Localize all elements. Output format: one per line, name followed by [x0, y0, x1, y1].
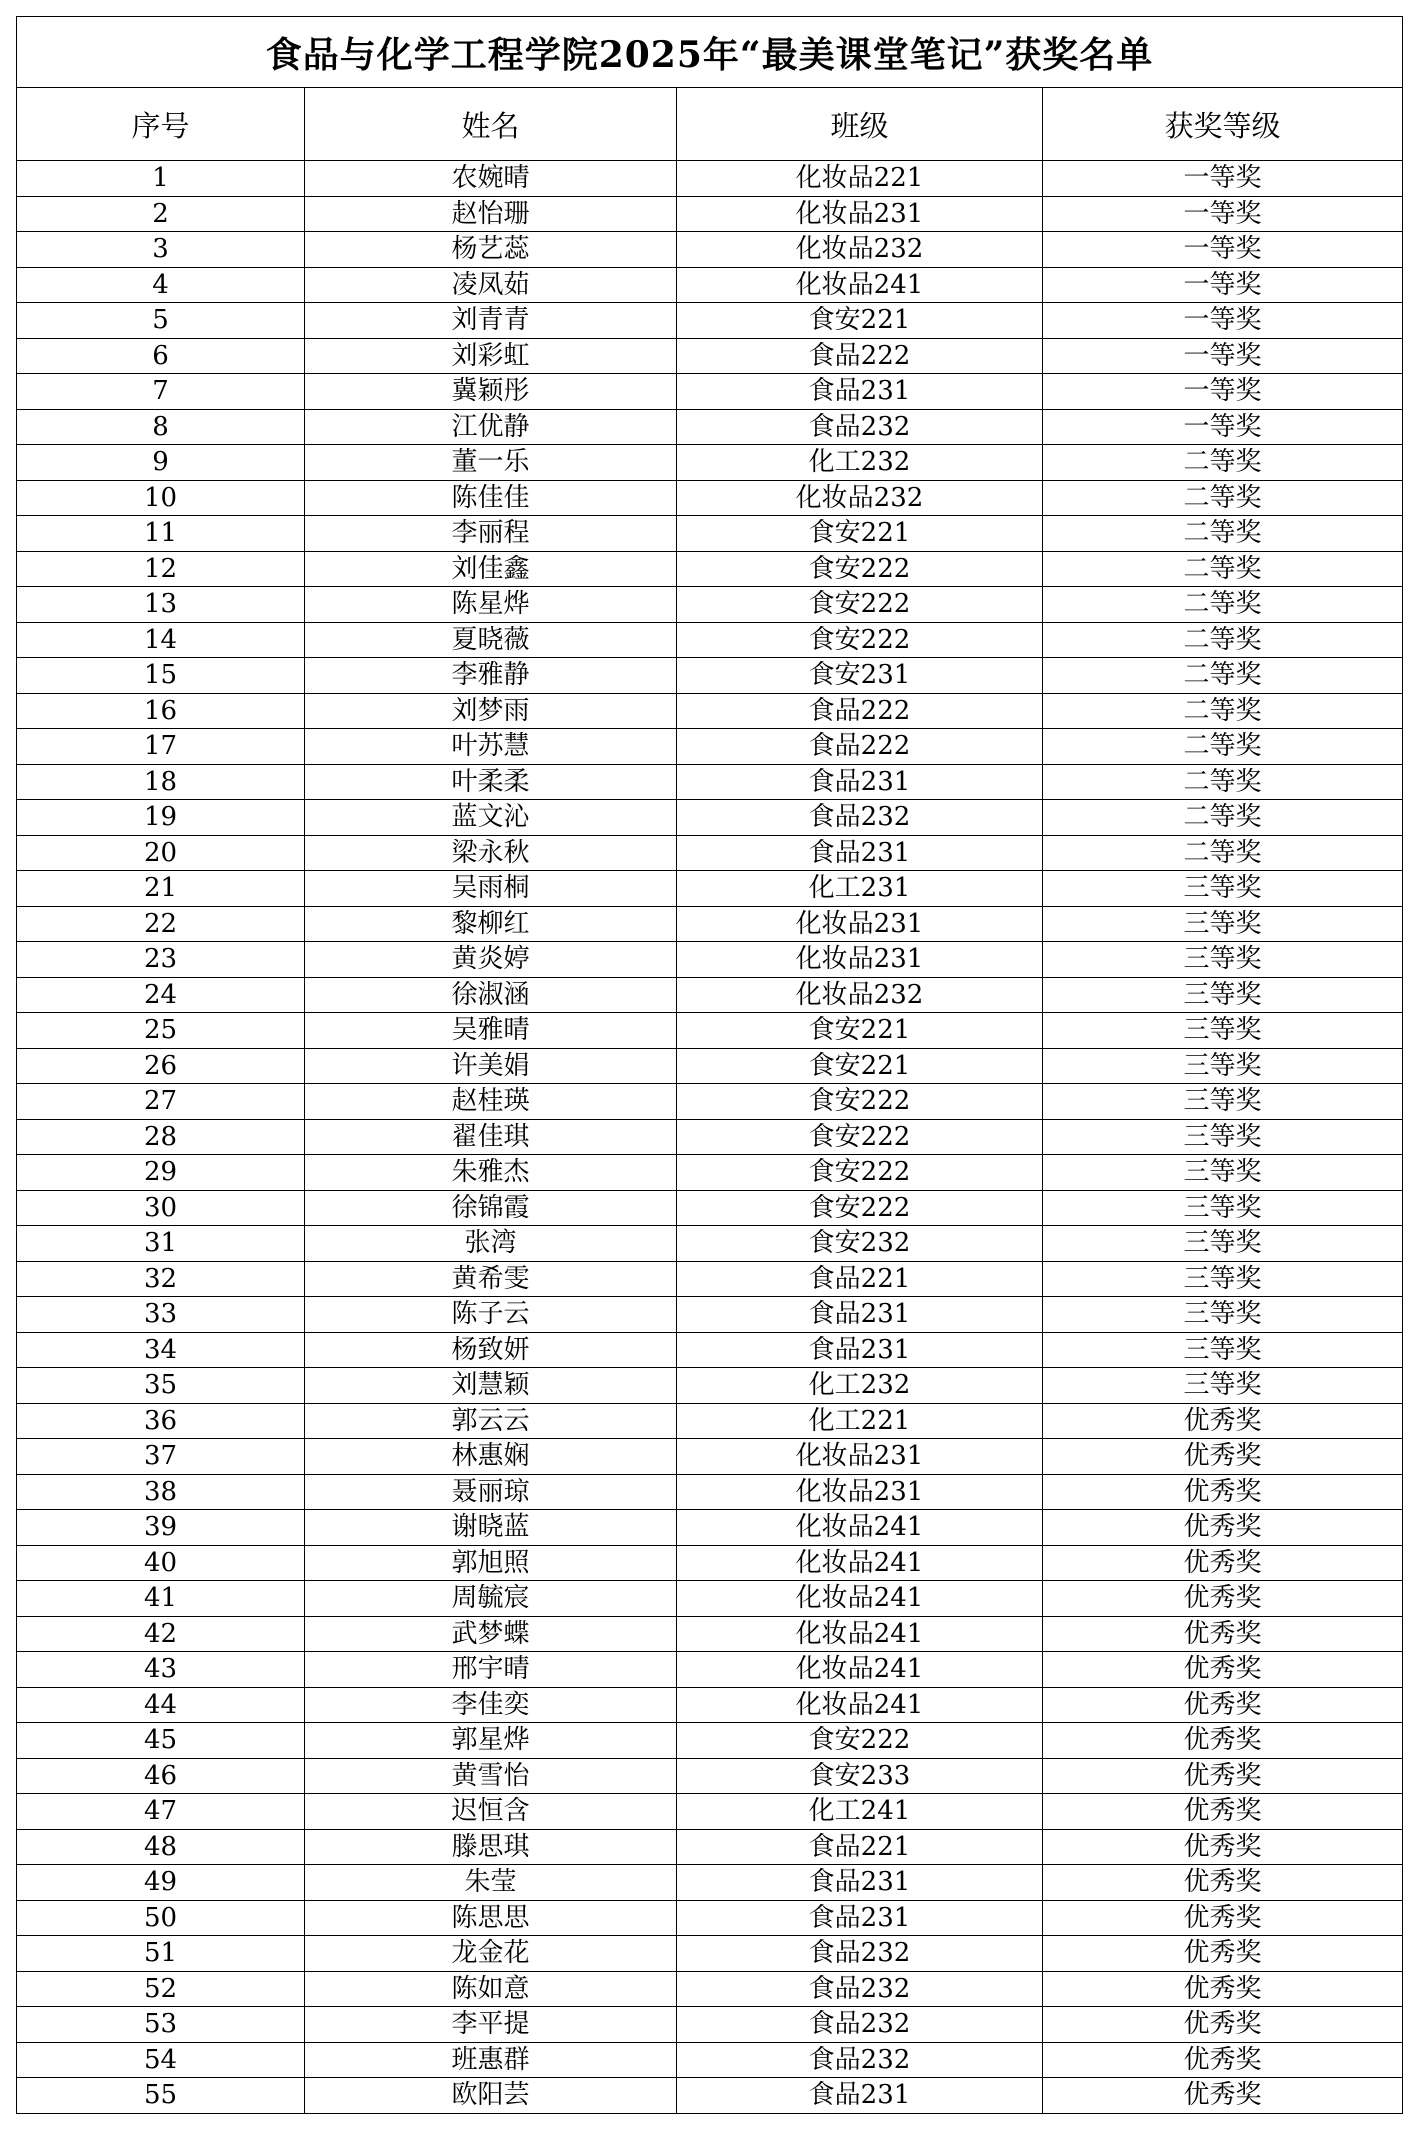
- cell-award-level: 优秀奖: [1043, 1581, 1403, 1617]
- table-row: [17, 1865, 1403, 1901]
- cell-name: 邢宇晴: [305, 1652, 677, 1688]
- cell-award-level: 二等奖: [1043, 835, 1403, 871]
- cell-class: 食品231: [677, 374, 1043, 410]
- cell-award-level: 二等奖: [1043, 480, 1403, 516]
- cell-award-level: 三等奖: [1043, 1190, 1403, 1226]
- cell-class: 食安222: [677, 551, 1043, 587]
- cell-class: 化妆品231: [677, 1439, 1043, 1475]
- table-row: [17, 800, 1403, 836]
- cell-name: 郭星烨: [305, 1723, 677, 1759]
- cell-index: 19: [17, 800, 305, 836]
- table-row: [17, 977, 1403, 1013]
- cell-award-level: 优秀奖: [1043, 1510, 1403, 1546]
- cell-index: 10: [17, 480, 305, 516]
- cell-award-level: 三等奖: [1043, 1261, 1403, 1297]
- cell-name: 翟佳琪: [305, 1119, 677, 1155]
- cell-class: 食品232: [677, 1971, 1043, 2007]
- cell-class: 食品232: [677, 409, 1043, 445]
- table-row: [17, 374, 1403, 410]
- cell-award-level: 三等奖: [1043, 1013, 1403, 1049]
- cell-index: 46: [17, 1758, 305, 1794]
- cell-name: 陈星烨: [305, 587, 677, 623]
- table-row: [17, 1616, 1403, 1652]
- table-row: [17, 1084, 1403, 1120]
- cell-award-level: 三等奖: [1043, 1368, 1403, 1404]
- cell-index: 37: [17, 1439, 305, 1475]
- cell-name: 夏晓薇: [305, 622, 677, 658]
- cell-index: 47: [17, 1794, 305, 1830]
- column-header-name: 姓名: [305, 88, 677, 161]
- cell-class: 化妆品231: [677, 1474, 1043, 1510]
- table-row: [17, 303, 1403, 339]
- table-row: [17, 1261, 1403, 1297]
- cell-award-level: 优秀奖: [1043, 1723, 1403, 1759]
- table-row: [17, 1652, 1403, 1688]
- cell-award-level: 优秀奖: [1043, 2042, 1403, 2078]
- table-row: [17, 835, 1403, 871]
- cell-class: 化工221: [677, 1403, 1043, 1439]
- cell-index: 4: [17, 267, 305, 303]
- cell-award-level: 优秀奖: [1043, 1971, 1403, 2007]
- table-body: [17, 161, 1403, 2114]
- cell-name: 吴雨桐: [305, 871, 677, 907]
- cell-class: 食品232: [677, 2042, 1043, 2078]
- cell-index: 1: [17, 161, 305, 197]
- cell-class: 化妆品241: [677, 1652, 1043, 1688]
- cell-award-level: 优秀奖: [1043, 1687, 1403, 1723]
- table-row: [17, 729, 1403, 765]
- cell-name: 朱莹: [305, 1865, 677, 1901]
- cell-award-level: 优秀奖: [1043, 2078, 1403, 2114]
- cell-name: 郭云云: [305, 1403, 677, 1439]
- table-row: [17, 1545, 1403, 1581]
- cell-award-level: 三等奖: [1043, 906, 1403, 942]
- cell-index: 11: [17, 516, 305, 552]
- table-row: [17, 2007, 1403, 2043]
- cell-name: 赵桂瑛: [305, 1084, 677, 1120]
- cell-index: 2: [17, 196, 305, 232]
- cell-name: 龙金花: [305, 1936, 677, 1972]
- table-row: [17, 1368, 1403, 1404]
- cell-class: 食安222: [677, 1155, 1043, 1191]
- cell-index: 12: [17, 551, 305, 587]
- cell-award-level: 二等奖: [1043, 622, 1403, 658]
- cell-name: 叶苏慧: [305, 729, 677, 765]
- table-row: [17, 1013, 1403, 1049]
- table-row: [17, 1332, 1403, 1368]
- cell-award-level: 优秀奖: [1043, 2007, 1403, 2043]
- cell-index: 25: [17, 1013, 305, 1049]
- cell-index: 49: [17, 1865, 305, 1901]
- cell-class: 食安232: [677, 1226, 1043, 1262]
- table-row: [17, 409, 1403, 445]
- cell-index: 40: [17, 1545, 305, 1581]
- cell-name: 刘青青: [305, 303, 677, 339]
- cell-name: 朱雅杰: [305, 1155, 677, 1191]
- cell-name: 杨致妍: [305, 1332, 677, 1368]
- table-row: [17, 587, 1403, 623]
- cell-name: 农婉晴: [305, 161, 677, 197]
- cell-index: 42: [17, 1616, 305, 1652]
- table-row: [17, 1510, 1403, 1546]
- table-row: [17, 1723, 1403, 1759]
- cell-index: 54: [17, 2042, 305, 2078]
- cell-class: 化妆品231: [677, 196, 1043, 232]
- cell-index: 18: [17, 764, 305, 800]
- cell-class: 化妆品241: [677, 1687, 1043, 1723]
- cell-class: 食品231: [677, 1865, 1043, 1901]
- cell-award-level: 二等奖: [1043, 800, 1403, 836]
- cell-award-level: 一等奖: [1043, 409, 1403, 445]
- cell-award-level: 一等奖: [1043, 232, 1403, 268]
- table-row: [17, 1687, 1403, 1723]
- cell-class: 食安222: [677, 1119, 1043, 1155]
- award-list-table: [16, 16, 1403, 2114]
- cell-award-level: 三等奖: [1043, 1297, 1403, 1333]
- cell-name: 谢晓蓝: [305, 1510, 677, 1546]
- cell-index: 29: [17, 1155, 305, 1191]
- cell-class: 食安221: [677, 303, 1043, 339]
- cell-class: 化妆品241: [677, 267, 1043, 303]
- cell-class: 化工231: [677, 871, 1043, 907]
- table-row: [17, 445, 1403, 481]
- cell-class: 食品221: [677, 1261, 1043, 1297]
- cell-name: 李丽程: [305, 516, 677, 552]
- cell-name: 滕思琪: [305, 1829, 677, 1865]
- cell-name: 欧阳芸: [305, 2078, 677, 2114]
- cell-index: 34: [17, 1332, 305, 1368]
- cell-name: 陈思思: [305, 1900, 677, 1936]
- cell-class: 食安222: [677, 622, 1043, 658]
- cell-award-level: 优秀奖: [1043, 1403, 1403, 1439]
- table-row: [17, 338, 1403, 374]
- cell-index: 53: [17, 2007, 305, 2043]
- cell-class: 食安222: [677, 1190, 1043, 1226]
- cell-class: 食品231: [677, 835, 1043, 871]
- table-row: [17, 658, 1403, 694]
- title-row: [17, 17, 1403, 88]
- table-row: [17, 480, 1403, 516]
- cell-index: 27: [17, 1084, 305, 1120]
- cell-name: 陈子云: [305, 1297, 677, 1333]
- cell-class: 化妆品231: [677, 906, 1043, 942]
- cell-index: 43: [17, 1652, 305, 1688]
- cell-name: 黄希雯: [305, 1261, 677, 1297]
- cell-award-level: 一等奖: [1043, 303, 1403, 339]
- cell-class: 食安222: [677, 1084, 1043, 1120]
- cell-name: 冀颖彤: [305, 374, 677, 410]
- cell-name: 凌凤茹: [305, 267, 677, 303]
- cell-class: 化工232: [677, 445, 1043, 481]
- table-row: [17, 1190, 1403, 1226]
- cell-class: 化妆品241: [677, 1510, 1043, 1546]
- page-title: 食品与化学工程学院2025年“最美课堂笔记”获奖名单: [17, 17, 1403, 88]
- cell-award-level: 三等奖: [1043, 1226, 1403, 1262]
- table-row: [17, 1226, 1403, 1262]
- table-row: [17, 1439, 1403, 1475]
- cell-class: 食品232: [677, 800, 1043, 836]
- cell-award-level: 三等奖: [1043, 1332, 1403, 1368]
- cell-index: 20: [17, 835, 305, 871]
- cell-award-level: 优秀奖: [1043, 1900, 1403, 1936]
- cell-class: 食品231: [677, 2078, 1043, 2114]
- cell-class: 化妆品221: [677, 161, 1043, 197]
- cell-index: 44: [17, 1687, 305, 1723]
- cell-name: 刘佳鑫: [305, 551, 677, 587]
- table-row: [17, 1403, 1403, 1439]
- cell-name: 林惠娴: [305, 1439, 677, 1475]
- cell-class: 食品222: [677, 338, 1043, 374]
- table-row: [17, 1048, 1403, 1084]
- cell-name: 徐锦霞: [305, 1190, 677, 1226]
- table-row: [17, 1474, 1403, 1510]
- cell-award-level: 二等奖: [1043, 658, 1403, 694]
- cell-index: 9: [17, 445, 305, 481]
- cell-award-level: 优秀奖: [1043, 1439, 1403, 1475]
- cell-name: 李雅静: [305, 658, 677, 694]
- cell-class: 食安233: [677, 1758, 1043, 1794]
- cell-award-level: 一等奖: [1043, 267, 1403, 303]
- cell-name: 张湾: [305, 1226, 677, 1262]
- table-row: [17, 2042, 1403, 2078]
- cell-name: 梁永秋: [305, 835, 677, 871]
- table-row: [17, 1155, 1403, 1191]
- cell-award-level: 一等奖: [1043, 338, 1403, 374]
- table-row: [17, 1971, 1403, 2007]
- cell-class: 化妆品232: [677, 232, 1043, 268]
- cell-award-level: 一等奖: [1043, 196, 1403, 232]
- table-row: [17, 1119, 1403, 1155]
- table-row: [17, 196, 1403, 232]
- cell-class: 食品222: [677, 693, 1043, 729]
- cell-index: 8: [17, 409, 305, 445]
- cell-index: 32: [17, 1261, 305, 1297]
- cell-award-level: 二等奖: [1043, 729, 1403, 765]
- cell-name: 陈如意: [305, 1971, 677, 2007]
- cell-index: 31: [17, 1226, 305, 1262]
- cell-class: 食品231: [677, 1297, 1043, 1333]
- cell-index: 15: [17, 658, 305, 694]
- cell-award-level: 三等奖: [1043, 1048, 1403, 1084]
- cell-name: 陈佳佳: [305, 480, 677, 516]
- cell-index: 35: [17, 1368, 305, 1404]
- cell-name: 李平提: [305, 2007, 677, 2043]
- cell-class: 食安222: [677, 1723, 1043, 1759]
- cell-class: 化妆品231: [677, 942, 1043, 978]
- cell-name: 刘梦雨: [305, 693, 677, 729]
- cell-award-level: 优秀奖: [1043, 1865, 1403, 1901]
- cell-class: 食品231: [677, 764, 1043, 800]
- cell-class: 化妆品241: [677, 1581, 1043, 1617]
- cell-award-level: 二等奖: [1043, 445, 1403, 481]
- cell-class: 食安221: [677, 1048, 1043, 1084]
- cell-award-level: 二等奖: [1043, 551, 1403, 587]
- table-row: [17, 1900, 1403, 1936]
- header-row: [17, 88, 1403, 161]
- cell-index: 14: [17, 622, 305, 658]
- cell-index: 17: [17, 729, 305, 765]
- cell-name: 徐淑涵: [305, 977, 677, 1013]
- cell-name: 聂丽琼: [305, 1474, 677, 1510]
- cell-name: 刘彩虹: [305, 338, 677, 374]
- cell-name: 班惠群: [305, 2042, 677, 2078]
- cell-index: 6: [17, 338, 305, 374]
- cell-index: 52: [17, 1971, 305, 2007]
- cell-index: 24: [17, 977, 305, 1013]
- cell-class: 化工232: [677, 1368, 1043, 1404]
- cell-index: 36: [17, 1403, 305, 1439]
- cell-index: 55: [17, 2078, 305, 2114]
- cell-name: 江优静: [305, 409, 677, 445]
- cell-award-level: 三等奖: [1043, 1155, 1403, 1191]
- cell-award-level: 优秀奖: [1043, 1794, 1403, 1830]
- cell-class: 食安222: [677, 587, 1043, 623]
- cell-index: 45: [17, 1723, 305, 1759]
- cell-class: 食品232: [677, 2007, 1043, 2043]
- cell-class: 食品232: [677, 1936, 1043, 1972]
- cell-index: 51: [17, 1936, 305, 1972]
- cell-award-level: 二等奖: [1043, 693, 1403, 729]
- table-row: [17, 232, 1403, 268]
- cell-index: 26: [17, 1048, 305, 1084]
- table-row: [17, 2078, 1403, 2114]
- cell-index: 16: [17, 693, 305, 729]
- cell-name: 赵怡珊: [305, 196, 677, 232]
- cell-name: 武梦蝶: [305, 1616, 677, 1652]
- table-row: [17, 764, 1403, 800]
- cell-award-level: 一等奖: [1043, 161, 1403, 197]
- column-header-class: 班级: [677, 88, 1043, 161]
- cell-award-level: 优秀奖: [1043, 1758, 1403, 1794]
- cell-class: 化妆品241: [677, 1545, 1043, 1581]
- cell-class: 食安231: [677, 658, 1043, 694]
- table-row: [17, 551, 1403, 587]
- cell-name: 蓝文沁: [305, 800, 677, 836]
- table-row: [17, 622, 1403, 658]
- cell-name: 周毓宸: [305, 1581, 677, 1617]
- cell-index: 41: [17, 1581, 305, 1617]
- table-row: [17, 1794, 1403, 1830]
- cell-index: 5: [17, 303, 305, 339]
- cell-class: 食品231: [677, 1900, 1043, 1936]
- cell-award-level: 二等奖: [1043, 764, 1403, 800]
- cell-class: 化妆品232: [677, 977, 1043, 1013]
- column-header-award-level: 获奖等级: [1043, 88, 1403, 161]
- cell-index: 48: [17, 1829, 305, 1865]
- cell-award-level: 三等奖: [1043, 1119, 1403, 1155]
- table-row: [17, 516, 1403, 552]
- cell-name: 吴雅晴: [305, 1013, 677, 1049]
- cell-award-level: 优秀奖: [1043, 1474, 1403, 1510]
- cell-award-level: 优秀奖: [1043, 1616, 1403, 1652]
- cell-class: 食品231: [677, 1332, 1043, 1368]
- table-row: [17, 1829, 1403, 1865]
- table-row: [17, 693, 1403, 729]
- cell-index: 22: [17, 906, 305, 942]
- cell-name: 刘慧颖: [305, 1368, 677, 1404]
- cell-class: 化工241: [677, 1794, 1043, 1830]
- cell-class: 食安221: [677, 516, 1043, 552]
- cell-class: 食品222: [677, 729, 1043, 765]
- cell-name: 杨艺蕊: [305, 232, 677, 268]
- cell-index: 21: [17, 871, 305, 907]
- cell-award-level: 二等奖: [1043, 587, 1403, 623]
- cell-name: 李佳奕: [305, 1687, 677, 1723]
- cell-class: 食安221: [677, 1013, 1043, 1049]
- cell-index: 33: [17, 1297, 305, 1333]
- table-row: [17, 1297, 1403, 1333]
- column-header-index: 序号: [17, 88, 305, 161]
- cell-name: 董一乐: [305, 445, 677, 481]
- cell-award-level: 三等奖: [1043, 942, 1403, 978]
- cell-index: 3: [17, 232, 305, 268]
- table-row: [17, 1581, 1403, 1617]
- table-row: [17, 1758, 1403, 1794]
- cell-name: 许美娟: [305, 1048, 677, 1084]
- cell-name: 迟恒含: [305, 1794, 677, 1830]
- cell-index: 38: [17, 1474, 305, 1510]
- table-row: [17, 906, 1403, 942]
- cell-name: 黄雪怡: [305, 1758, 677, 1794]
- cell-name: 黎柳红: [305, 906, 677, 942]
- cell-index: 50: [17, 1900, 305, 1936]
- cell-index: 7: [17, 374, 305, 410]
- cell-index: 30: [17, 1190, 305, 1226]
- cell-award-level: 优秀奖: [1043, 1936, 1403, 1972]
- cell-award-level: 二等奖: [1043, 516, 1403, 552]
- cell-class: 食品221: [677, 1829, 1043, 1865]
- cell-index: 28: [17, 1119, 305, 1155]
- table-row: [17, 871, 1403, 907]
- cell-class: 化妆品241: [677, 1616, 1043, 1652]
- cell-name: 郭旭照: [305, 1545, 677, 1581]
- table-row: [17, 267, 1403, 303]
- cell-award-level: 优秀奖: [1043, 1829, 1403, 1865]
- cell-name: 叶柔柔: [305, 764, 677, 800]
- cell-name: 黄炎婷: [305, 942, 677, 978]
- cell-award-level: 优秀奖: [1043, 1652, 1403, 1688]
- cell-index: 13: [17, 587, 305, 623]
- cell-award-level: 三等奖: [1043, 871, 1403, 907]
- cell-award-level: 三等奖: [1043, 977, 1403, 1013]
- table-row: [17, 1936, 1403, 1972]
- cell-award-level: 三等奖: [1043, 1084, 1403, 1120]
- cell-index: 39: [17, 1510, 305, 1546]
- cell-class: 化妆品232: [677, 480, 1043, 516]
- table-row: [17, 161, 1403, 197]
- cell-award-level: 一等奖: [1043, 374, 1403, 410]
- table-row: [17, 942, 1403, 978]
- cell-award-level: 优秀奖: [1043, 1545, 1403, 1581]
- cell-index: 23: [17, 942, 305, 978]
